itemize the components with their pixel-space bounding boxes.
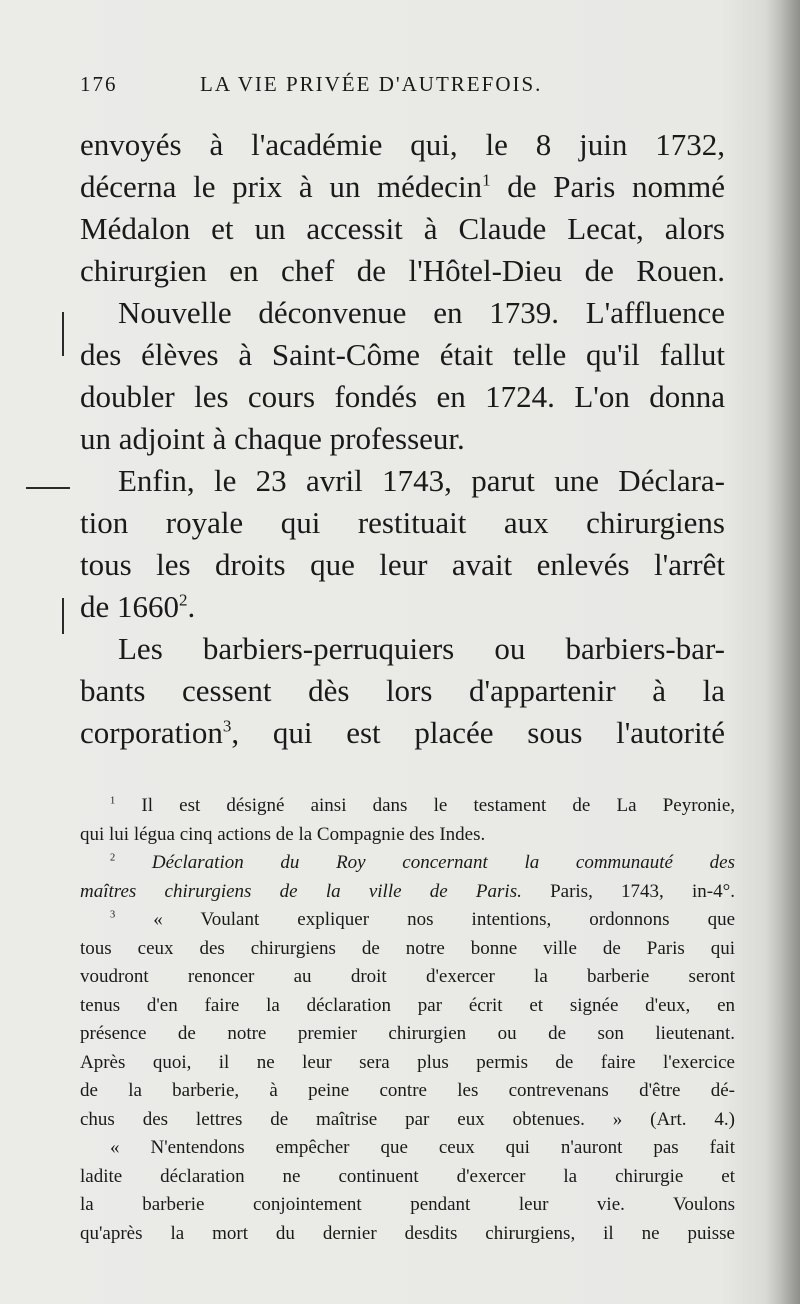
text-line: un adjoint à chaque professeur. bbox=[80, 421, 465, 456]
text-line: chirurgien en chef de l'Hôtel-Dieu de Rouen. bbox=[80, 253, 725, 288]
footnote-line: « N'entendons empêcher que ceux qui n'auront pas fait bbox=[110, 1137, 735, 1158]
footnote-ref: 1 bbox=[482, 170, 491, 190]
footnote-line: Après quoi, il ne leur sera plus permis de faire l'exercice bbox=[80, 1051, 735, 1073]
footnote-line: ladite déclaration ne continuent d'exercer la chirurgie et bbox=[80, 1165, 735, 1187]
margin-mark bbox=[26, 487, 70, 489]
footnote-line: de la barberie, à peine contre les contrevenans d'être dé- bbox=[80, 1080, 735, 1101]
footnote-line: qui lui légua cinq actions de la Compagnie des Indes. bbox=[80, 823, 486, 845]
footnotes bbox=[80, 792, 735, 1248]
footnote-3 bbox=[80, 906, 735, 1248]
footnote-line: tenus d'en faire la déclaration par écrit et signée d'eux, en bbox=[80, 994, 735, 1016]
footnote-line: $^3$ « Voulant expliquer nos intentions, ordonnons que bbox=[110, 909, 735, 930]
text-line: des élèves à Saint-Côme était telle qu'il fallut bbox=[80, 337, 725, 372]
footnote-line: maîtres chirurgiens de la ville de Paris. Paris, 1743, in-4°. bbox=[80, 880, 735, 902]
margin-mark bbox=[62, 312, 64, 356]
text-line: doubler les cours fondés en 1724. L'on donna bbox=[80, 379, 725, 414]
footnote-line: voudront renoncer au droit d'exercer la barberie seront bbox=[80, 966, 735, 987]
footnote-number: 2 bbox=[110, 852, 116, 864]
running-title: LA VIE PRIVÉE D'AUTREFOIS. bbox=[200, 72, 543, 96]
footnote-line: chus des lettres de maîtrise par eux obtenues. » (Art. 4.) bbox=[80, 1108, 735, 1130]
footnote-2 bbox=[80, 849, 735, 906]
footnote-line: $^1$ Il est désigné ainsi dans le testament de La Peyronie, bbox=[110, 795, 735, 816]
text-line: Les barbiers-perruquiers ou barbiers-bar- bbox=[118, 631, 725, 666]
text-line: décerna le prix à un médecin$^1$ de Paris nommé bbox=[80, 169, 725, 204]
footnote-number: 1 bbox=[110, 795, 116, 807]
footnote-number: 3 bbox=[110, 909, 116, 921]
text-line: de 1660$^2$. bbox=[80, 589, 196, 624]
page-header bbox=[80, 72, 720, 108]
text-line: Enfin, le 23 avril 1743, parut une Déclara- bbox=[118, 463, 725, 498]
margin-mark bbox=[62, 598, 64, 634]
text-line: tous les droits que leur avait enlevés l'arrêt bbox=[80, 547, 725, 582]
text-line: tion royale qui restituait aux chirurgiens bbox=[80, 505, 725, 540]
footnote-1 bbox=[80, 792, 735, 849]
footnote-ref: 3 bbox=[222, 716, 232, 736]
footnote-line: la barberie conjointement pendant leur vie. Voulons bbox=[80, 1194, 735, 1215]
page-edge-shadow bbox=[764, 0, 800, 1304]
footnote-line: tous ceux des chirurgiens de notre bonne ville de Paris qui bbox=[80, 937, 735, 959]
text-line: Médalon et un accessit à Claude Lecat, alors bbox=[80, 211, 725, 246]
main-text bbox=[80, 124, 725, 754]
text-line: Nouvelle déconvenue en 1739. L'affluence bbox=[118, 295, 725, 330]
page-number: 176 bbox=[80, 72, 118, 96]
text-line: bants cessent dès lors d'appartenir à la bbox=[80, 673, 725, 708]
footnote-line: qu'après la mort du dernier desdits chirurgiens, il ne puisse bbox=[80, 1222, 735, 1244]
footnote-line: présence de notre premier chirurgien ou de son lieutenant. bbox=[80, 1023, 735, 1044]
text-line: corporation$^3$, qui est placée sous l'autorité bbox=[80, 715, 725, 750]
footnote-line: $^2$ Déclaration du Roy concernant la communauté des bbox=[110, 852, 735, 873]
text-line: envoyés à l'académie qui, le 8 juin 1732, bbox=[80, 127, 725, 162]
footnote-ref: 2 bbox=[179, 590, 188, 610]
